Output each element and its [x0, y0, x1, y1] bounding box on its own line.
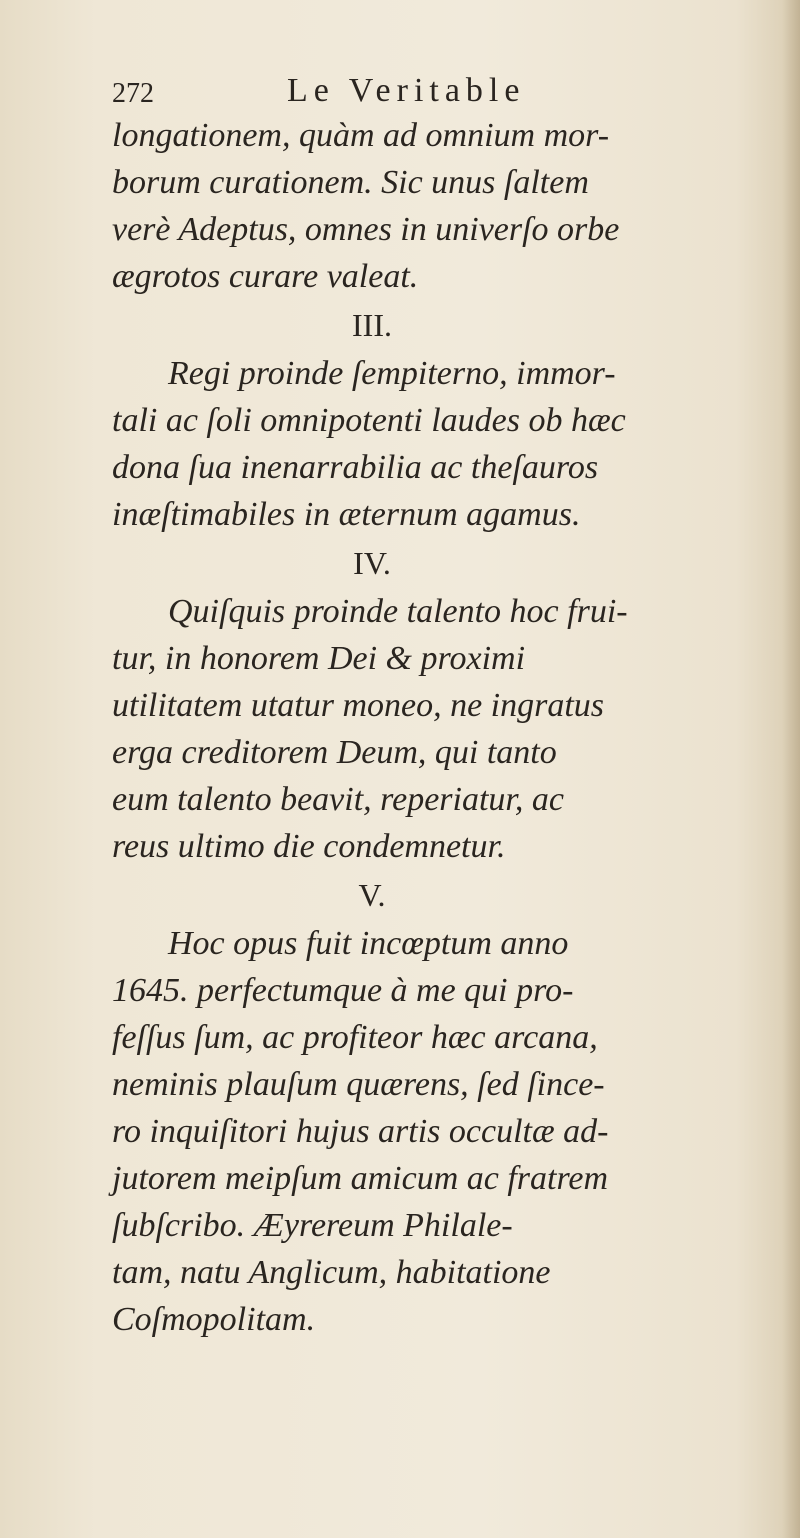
running-head: Le Veritable: [287, 72, 526, 109]
text-line: ro inquiſitori hujus artis occultæ ad-: [112, 1113, 609, 1150]
page-body: [112, 112, 772, 1343]
page-edge-shadow: [782, 0, 800, 1538]
text-line: Regi proinde ſempiterno, immor-: [168, 355, 616, 392]
text-line: tur, in honorem Dei & proximi: [112, 640, 526, 677]
section-number-5: V.: [358, 877, 386, 913]
text-line: borum curationem. Sic unus ſaltem: [112, 164, 589, 201]
section-number-4: IV.: [353, 545, 391, 581]
text-line: reus ultimo die condemnetur.: [112, 828, 506, 865]
text-line: longationem, quàm ad omnium mor-: [112, 117, 610, 154]
text-line: Hoc opus fuit incœptum anno: [168, 925, 569, 962]
text-line: utilitatem utatur moneo, ne ingratus: [112, 687, 605, 724]
text-line: tam, natu Anglicum, habitatione: [112, 1254, 551, 1291]
text-line: ſubſcribo. Æyrereum Philale-: [112, 1207, 513, 1244]
text-line: verè Adeptus, omnes in univerſo orbe: [112, 211, 620, 248]
text-line: feſſus ſum, ac profiteor hæc arcana,: [112, 1019, 598, 1056]
text-line: eum talento beavit, reperiatur, ac: [112, 781, 564, 818]
text-line: jutorem meipſum amicum ac fratrem: [112, 1160, 609, 1197]
text-line: 1645. perfectumque à me qui pro-: [112, 972, 574, 1009]
text-line: neminis plauſum quærens, ſed ſince-: [112, 1066, 605, 1103]
text-line: dona ſua inenarrabilia ac theſauros: [112, 449, 599, 486]
text-line: erga creditorem Deum, qui tanto: [112, 734, 557, 771]
text-line: tali ac ſoli omnipotenti laudes ob hæc: [112, 402, 626, 439]
text-line: Quiſquis proinde talento hoc frui-: [168, 593, 628, 630]
page-number: 272: [112, 78, 154, 109]
section-number-3: III.: [352, 307, 392, 343]
text-line: inæſtimabiles in æternum agamus.: [112, 496, 581, 533]
text-line: ægrotos curare valeat.: [112, 258, 419, 295]
text-line: Coſmopolitam.: [112, 1301, 316, 1338]
page-header: [112, 70, 752, 114]
